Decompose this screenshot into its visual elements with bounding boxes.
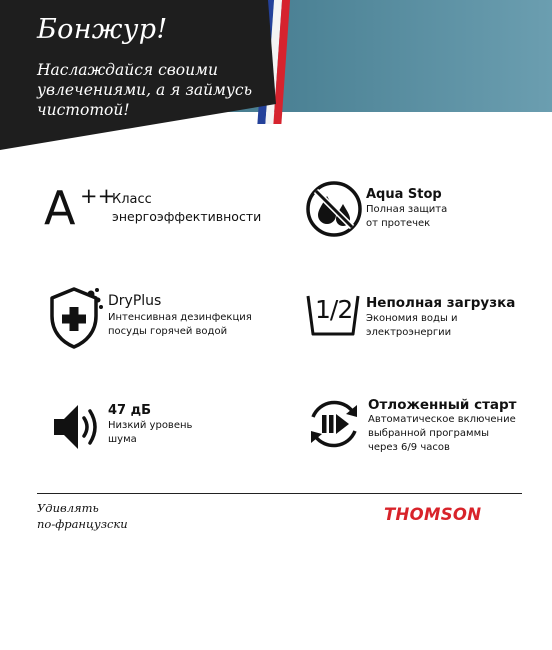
energy-class-icon: A ++ [44, 181, 116, 235]
delayed-start-icon [305, 395, 363, 453]
header-tagline: Наслаждайся своими увлечениями, а я займусь чистотой! [37, 61, 253, 119]
thomson-logo: THOMSON [384, 505, 482, 524]
greeting-heading: Бонжур! [37, 14, 168, 45]
speaker-icon [50, 400, 106, 454]
footer-divider [37, 493, 522, 494]
feature-description: энергоэффективности [112, 209, 262, 224]
feature-title: Неполная загрузка [366, 295, 516, 311]
feature-title: 47 дБ [108, 403, 152, 418]
feature-description: Низкий уровень шума [108, 420, 193, 445]
footer-slogan: Удивлять по-французски [37, 501, 128, 531]
feature-title: Aqua Stop [366, 187, 442, 202]
feature-description: Экономия воды и электроэнергии [366, 313, 458, 338]
feature-title: Отложенный старт [368, 397, 517, 413]
feature-description: Автоматическое включение выбранной программы через 6/9 часов [368, 414, 516, 453]
aqua-stop-icon [305, 180, 363, 238]
feature-description: Полная защита от протечек [366, 204, 448, 229]
half-load-icon: 1/2 [305, 292, 361, 338]
feature-title: DryPlus [108, 293, 162, 309]
feature-title: Класс [112, 192, 152, 207]
feature-description: Интенсивная дезинфекция посуды горячей водой [108, 312, 252, 337]
dryplus-shield-icon [48, 286, 104, 350]
